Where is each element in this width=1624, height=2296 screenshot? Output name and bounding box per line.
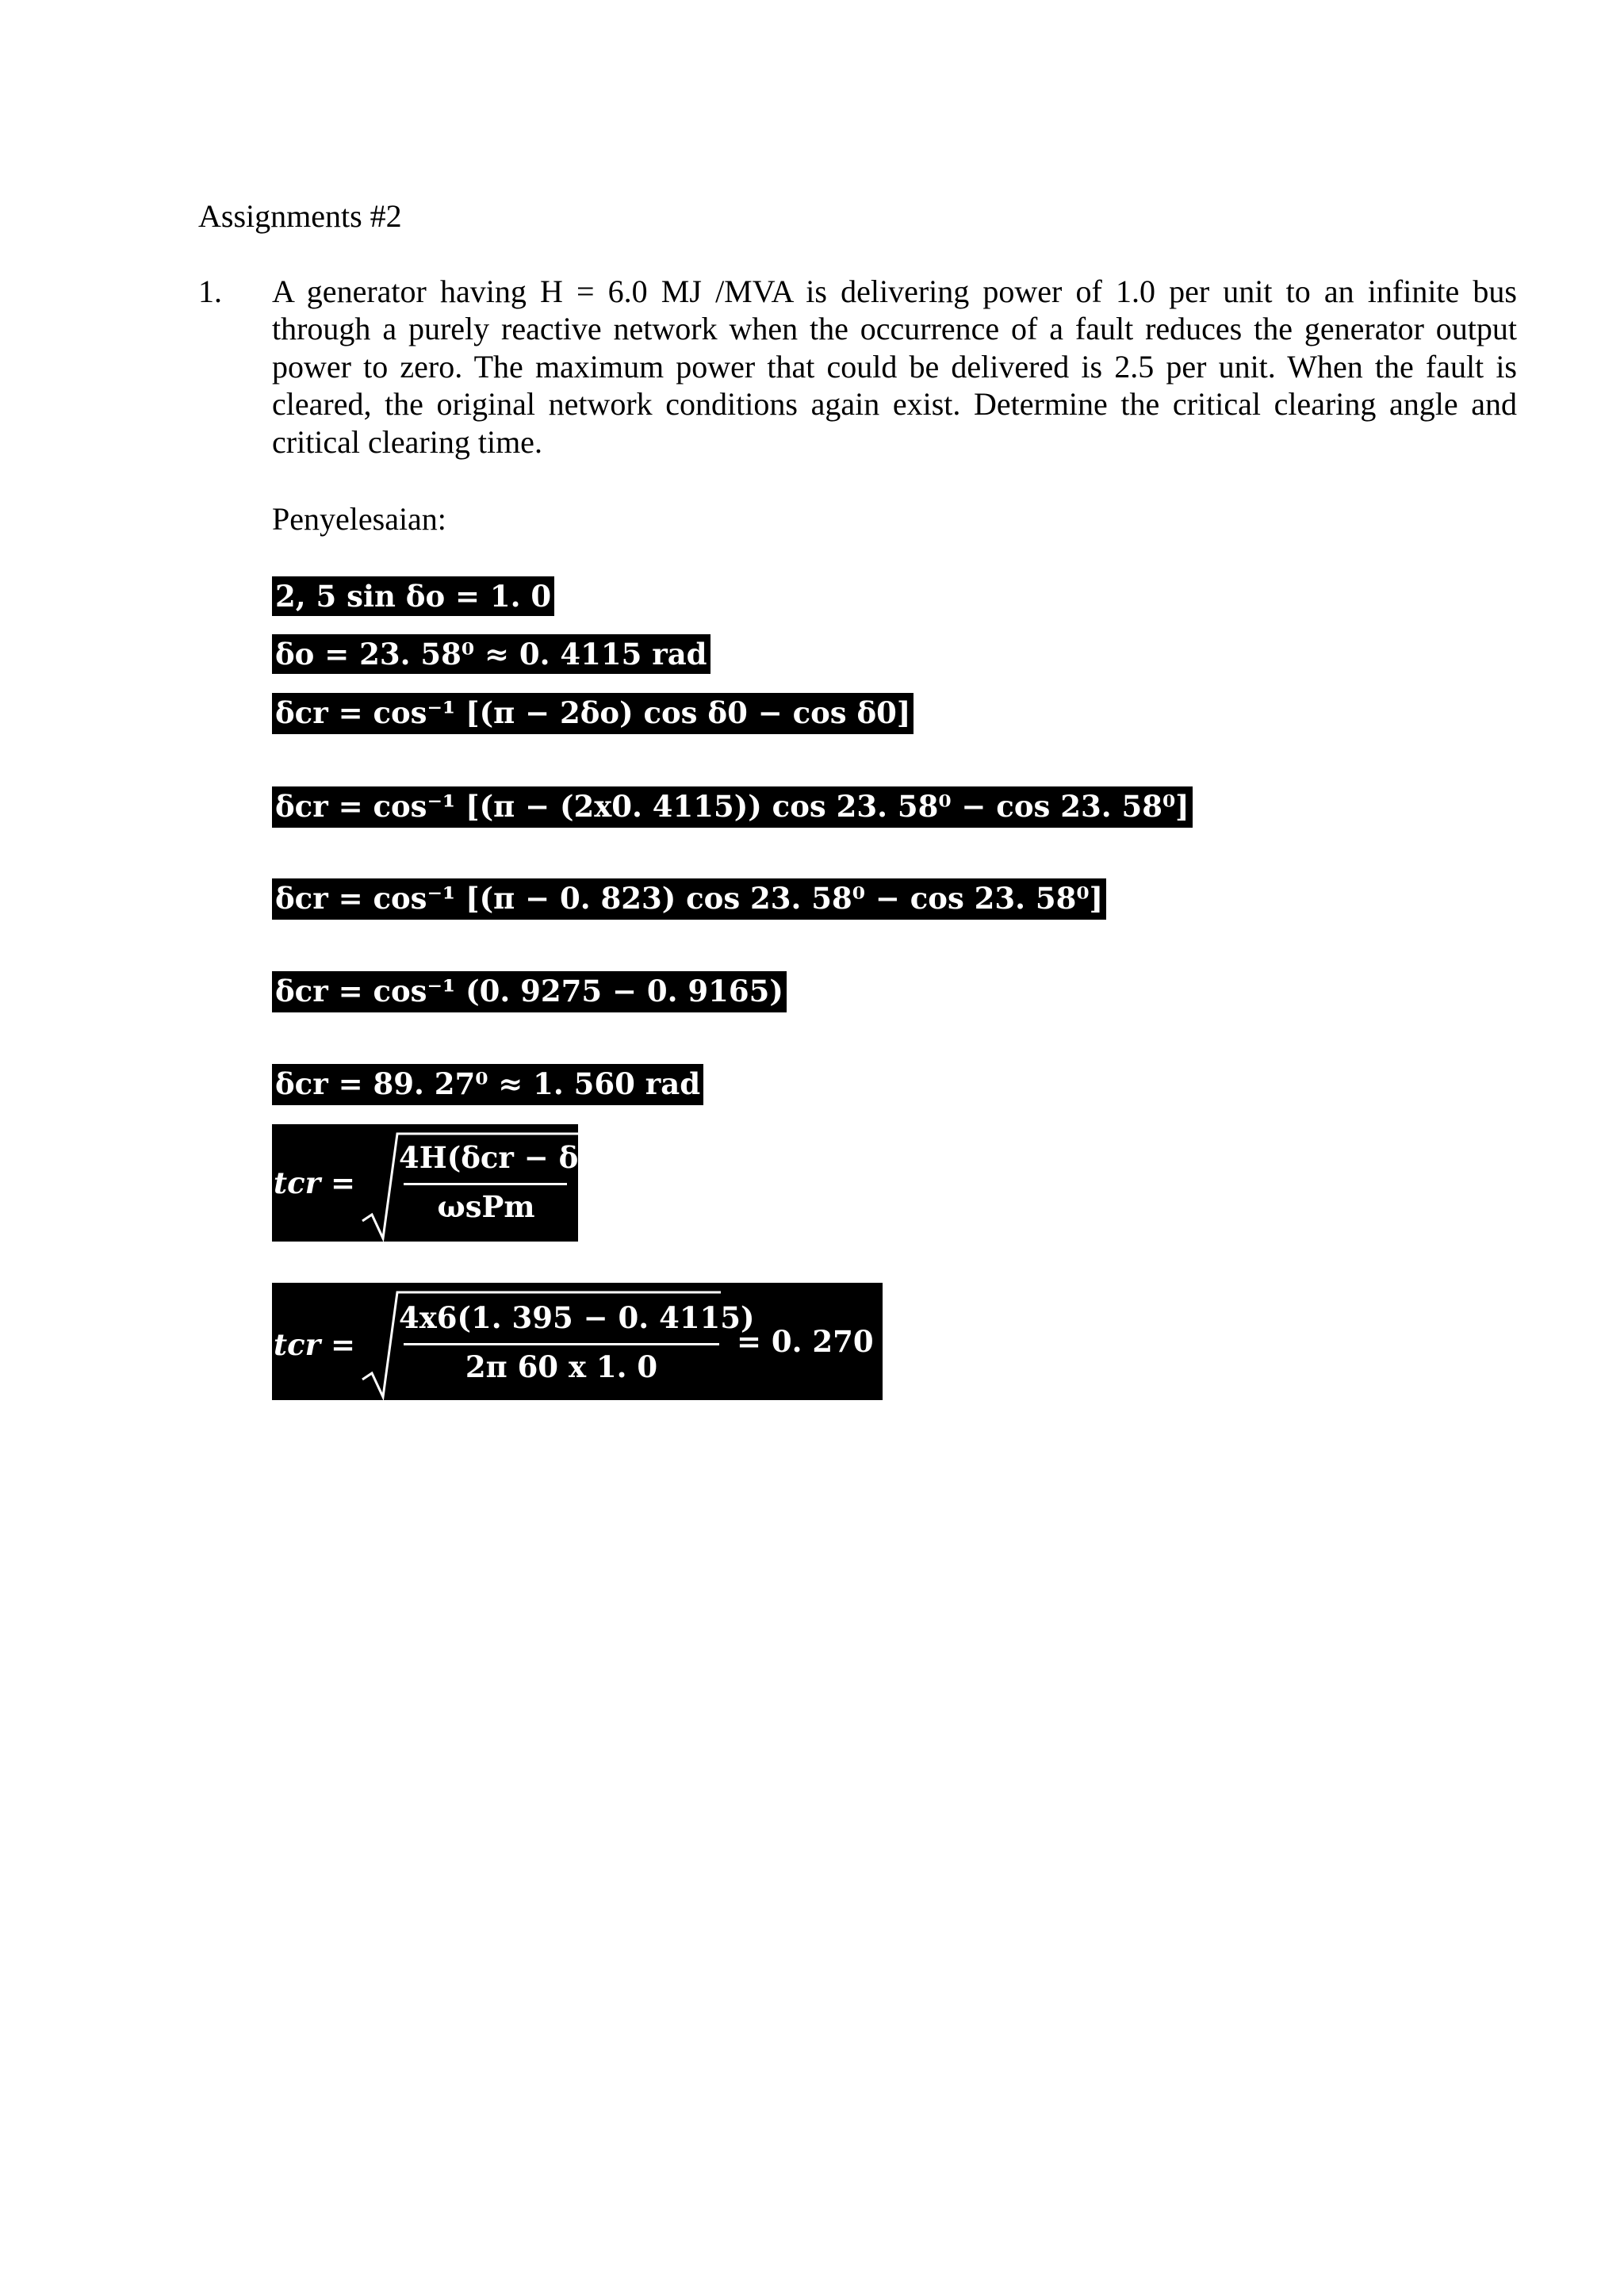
equation-result: = 0. 270 s <box>737 1324 901 1359</box>
equation-lhs: tcr = <box>274 1327 355 1362</box>
equation-clearing-time-result <box>272 1283 901 1400</box>
fraction-numerator: 4x6(1. 395 − 0. 4115) <box>399 1300 755 1335</box>
equation-text: δcr = 89. 27⁰ ≈ 1. 560 rad <box>275 1066 701 1101</box>
equation-critical-angle-substituted <box>272 786 1193 828</box>
question-text: A generator having H = 6.0 MJ /MVA is delivering power of 1.0 per unit to an infinite bus through a purely reactive network when the occurrence of a fault reduces the generator output power to zero. The maximum power that could be delivered is 2.5 per unit. When the fault is cleared, the original network conditions again exist. Determine the critical clearing angle and critical clearing time. <box>272 274 1517 460</box>
equation-text: δcr = cos⁻¹ (0. 9275 − 0. 9165) <box>275 974 783 1008</box>
equation-clearing-time-formula <box>272 1124 612 1242</box>
equation-text: δcr = cos⁻¹ [(π − (2x0. 4115)) cos 23. 58⁰ − cos 23. 58⁰] <box>275 789 1189 824</box>
equation-delta-o <box>272 634 710 674</box>
equation-critical-angle-result <box>272 1064 703 1105</box>
equation-text: δcr = cos⁻¹ [(π − 2δo) cos δ0 − cos δ0] <box>275 695 911 730</box>
equation-critical-angle-formula <box>272 693 914 734</box>
fraction-bar <box>404 1343 719 1345</box>
page-heading: Assignments #2 <box>198 198 402 234</box>
fraction-bar <box>404 1183 567 1185</box>
equation-text: δo = 23. 58⁰ ≈ 0. 4115 rad <box>275 637 707 672</box>
equation-text: 2, 5 sin δo = 1. 0 <box>275 579 552 614</box>
equation-lhs: tcr = <box>274 1165 355 1200</box>
equation-critical-angle-simplified <box>272 878 1106 920</box>
equation-text: δcr = cos⁻¹ [(π − 0. 823) cos 23. 58⁰ − cos 23. 58⁰] <box>275 881 1104 916</box>
solution-label: Penyelesaian: <box>272 501 446 537</box>
fraction-denominator: ωsPm <box>437 1189 535 1224</box>
question-number: 1. <box>198 274 222 309</box>
fraction-numerator: 4H(δcr − δo) <box>399 1140 612 1175</box>
equation-sin-delta <box>272 576 554 616</box>
fraction-denominator: 2π 60 x 1. 0 <box>465 1349 658 1384</box>
equation-critical-angle-cos <box>272 971 787 1012</box>
